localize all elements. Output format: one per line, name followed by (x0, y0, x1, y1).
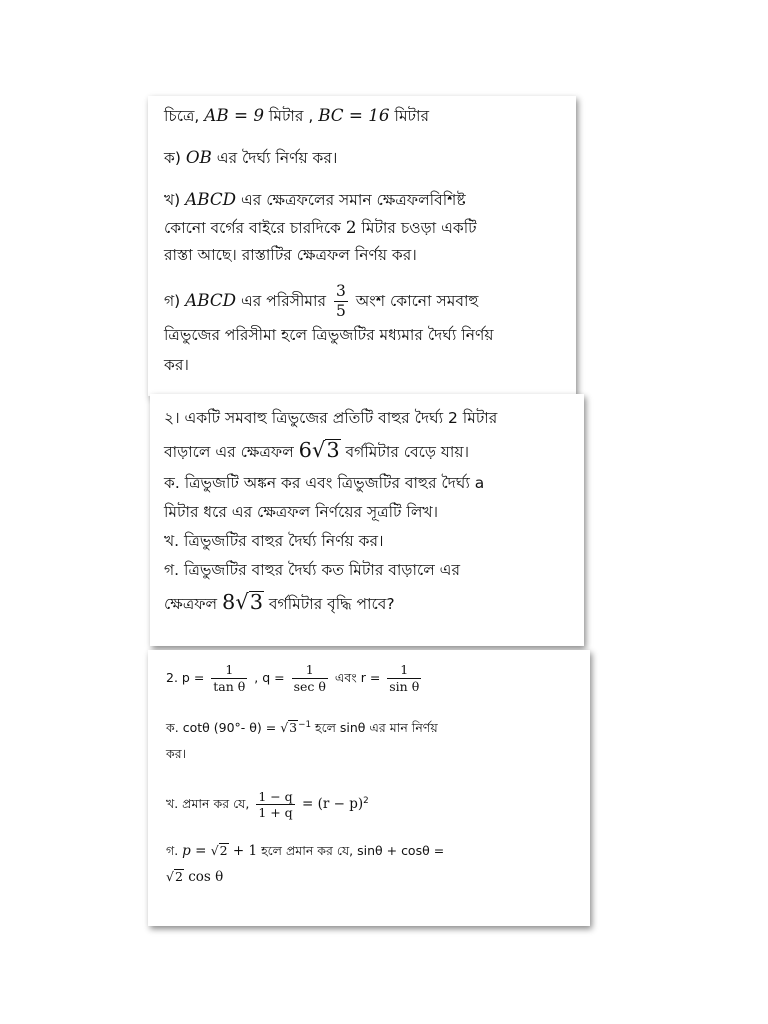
part-ga-line2 (164, 585, 570, 621)
abcd-symbol-2: ABCD (185, 290, 237, 311)
coef-6: 6 (298, 438, 312, 462)
question-card-1 (148, 96, 576, 396)
ga-pre: গ. (166, 843, 183, 859)
question-ga-text1: এর পরিসীমার (236, 292, 331, 311)
tan-theta: tan θ (213, 678, 246, 694)
sqrt-3: √3 (311, 438, 340, 462)
ga-l2-radicand: 2 (174, 869, 183, 885)
given-mid: মিটার , (263, 107, 319, 125)
part-ga (166, 838, 572, 890)
label-ga: গ) (164, 292, 186, 311)
sqrt-3-inv: √3 (280, 720, 298, 736)
sin-theta: sin θ (389, 678, 420, 694)
question-ka (164, 144, 560, 172)
q-number: 2. (166, 670, 178, 685)
definitions-line (166, 658, 572, 698)
question-card-3 (148, 650, 590, 926)
sqrt-3-b: √3 (235, 590, 263, 614)
ga2-pre: ক্ষেত্রফল (164, 595, 223, 613)
kha-exponent: 2 (363, 796, 369, 807)
ebong-word: এবং (330, 670, 361, 685)
given-suffix: মিটার (389, 107, 430, 125)
ka-pre: ক. cotθ (90°- θ) = (166, 720, 281, 736)
part-ka-line2: মিটার ধরে এর ক্ষেত্রফল নির্ণয়ের সূত্রটি লিখ। (164, 503, 439, 521)
frac-den: 5 (335, 301, 346, 320)
question-kha-text1: এর ক্ষেত্রফলের সমান ক্ষেত্রফলবিশিষ্ট (236, 191, 466, 209)
one-c: 1 (400, 662, 409, 678)
frac-1-sin (387, 663, 421, 693)
question-ga-text1b: অংশ কোনো সমবাহু (350, 292, 479, 311)
kha-rhs: = (r − p) (297, 796, 364, 813)
problem-statement-2 (164, 433, 570, 469)
given-prefix: চিত্রে, (164, 107, 205, 125)
sqrt-2: √2 (210, 843, 228, 859)
ka-post: হলে sinθ এর মান নির্ণয় (311, 720, 438, 736)
label-kha: খ) (164, 191, 186, 209)
frac-1-tan (211, 663, 247, 693)
part-ga-line1: গ. ত্রিভুজটির বাহুর দৈর্ঘ্য কত মিটার বাড়ালে এর (164, 561, 461, 579)
kha-den: 1 + q (258, 805, 293, 820)
question-kha-text2b: মিটার চওড়া একটি (356, 219, 477, 237)
radicand-3: 3 (326, 438, 340, 462)
coef-8: 8 (222, 590, 236, 614)
kha-pre: খ. প্রমান কর যে, (166, 796, 254, 812)
abcd-symbol: ABCD (185, 189, 237, 209)
q-eq: , q = (250, 670, 289, 685)
r-eq: r = (360, 670, 385, 685)
p-eq: p = (177, 670, 209, 685)
part-kha: খ. ত্রিভুজটির বাহুর দৈর্ঘ্য নির্ণয় কর। (164, 532, 384, 550)
ka-line2: কর। (166, 746, 187, 762)
ob-symbol: OB (185, 147, 212, 167)
question-ka-text: এর দৈর্ঘ্য নির্ণয় কর। (211, 149, 338, 167)
ps2-pre: বাড়ালে এর ক্ষেত্রফল (164, 443, 299, 461)
question-ga-text2: ত্রিভুজের পরিসীমা হলে ত্রিভুজটির মধ্যমার দৈর্ঘ্য নির্ণয় (164, 326, 494, 345)
fraction-3-5 (334, 283, 348, 320)
sec-theta: sec θ (293, 678, 326, 694)
question-ga-text3: কর। (164, 356, 189, 375)
frac-1mq-1pq (256, 790, 294, 820)
bc-value: BC = 16 (318, 105, 390, 125)
given-line (164, 102, 560, 130)
radicand-3-b: 3 (249, 590, 263, 614)
one-a: 1 (225, 662, 234, 678)
ka-radicand: 3 (289, 720, 298, 736)
question-card-2 (150, 394, 584, 646)
ab-value: AB = 9 (204, 105, 264, 125)
label-ka: ক) (164, 149, 186, 167)
sqrt-2-b: √2 (166, 869, 183, 885)
question-kha (164, 186, 560, 269)
ga2-post: বর্গমিটার বৃদ্ধি পাবে? (264, 595, 395, 613)
frac-num: 3 (335, 282, 346, 300)
ga-l2-cos: cos θ (183, 869, 224, 886)
question-kha-text3: রাস্তা আছে। রাস্তাটির ক্ষেত্রফল নির্ণয় কর। (164, 246, 417, 264)
problem-statement-1: ২। একটি সমবাহু ত্রিভুজের প্রতিটি বাহুর দৈর্ঘ্য 2 মিটার (164, 409, 498, 427)
part-ka (166, 712, 572, 767)
ga-post: হলে প্রমান কর যে, sinθ + cosθ = (257, 843, 445, 859)
ga-p: p = (182, 843, 211, 860)
frac-1-sec (292, 663, 328, 693)
one-b: 1 (305, 662, 314, 678)
ga-radicand: 2 (219, 843, 228, 859)
question-kha-text2a: কোনো বর্গের বাইরে চারদিকে (164, 219, 346, 237)
road-width: 2 (345, 217, 357, 237)
ka-exponent: −1 (298, 720, 312, 730)
question-ga (164, 283, 560, 380)
part-ka-line1: ক. ত্রিভুজটি অঙ্কন কর এবং ত্রিভুজটির বাহুর দৈর্ঘ্য a (164, 474, 485, 492)
part-kha (166, 781, 572, 824)
kha-num: 1 − q (258, 788, 293, 804)
ps2-post: বর্গমিটার বেড়ে যায়। (340, 443, 470, 461)
ga-plus-one: + 1 (228, 843, 258, 860)
